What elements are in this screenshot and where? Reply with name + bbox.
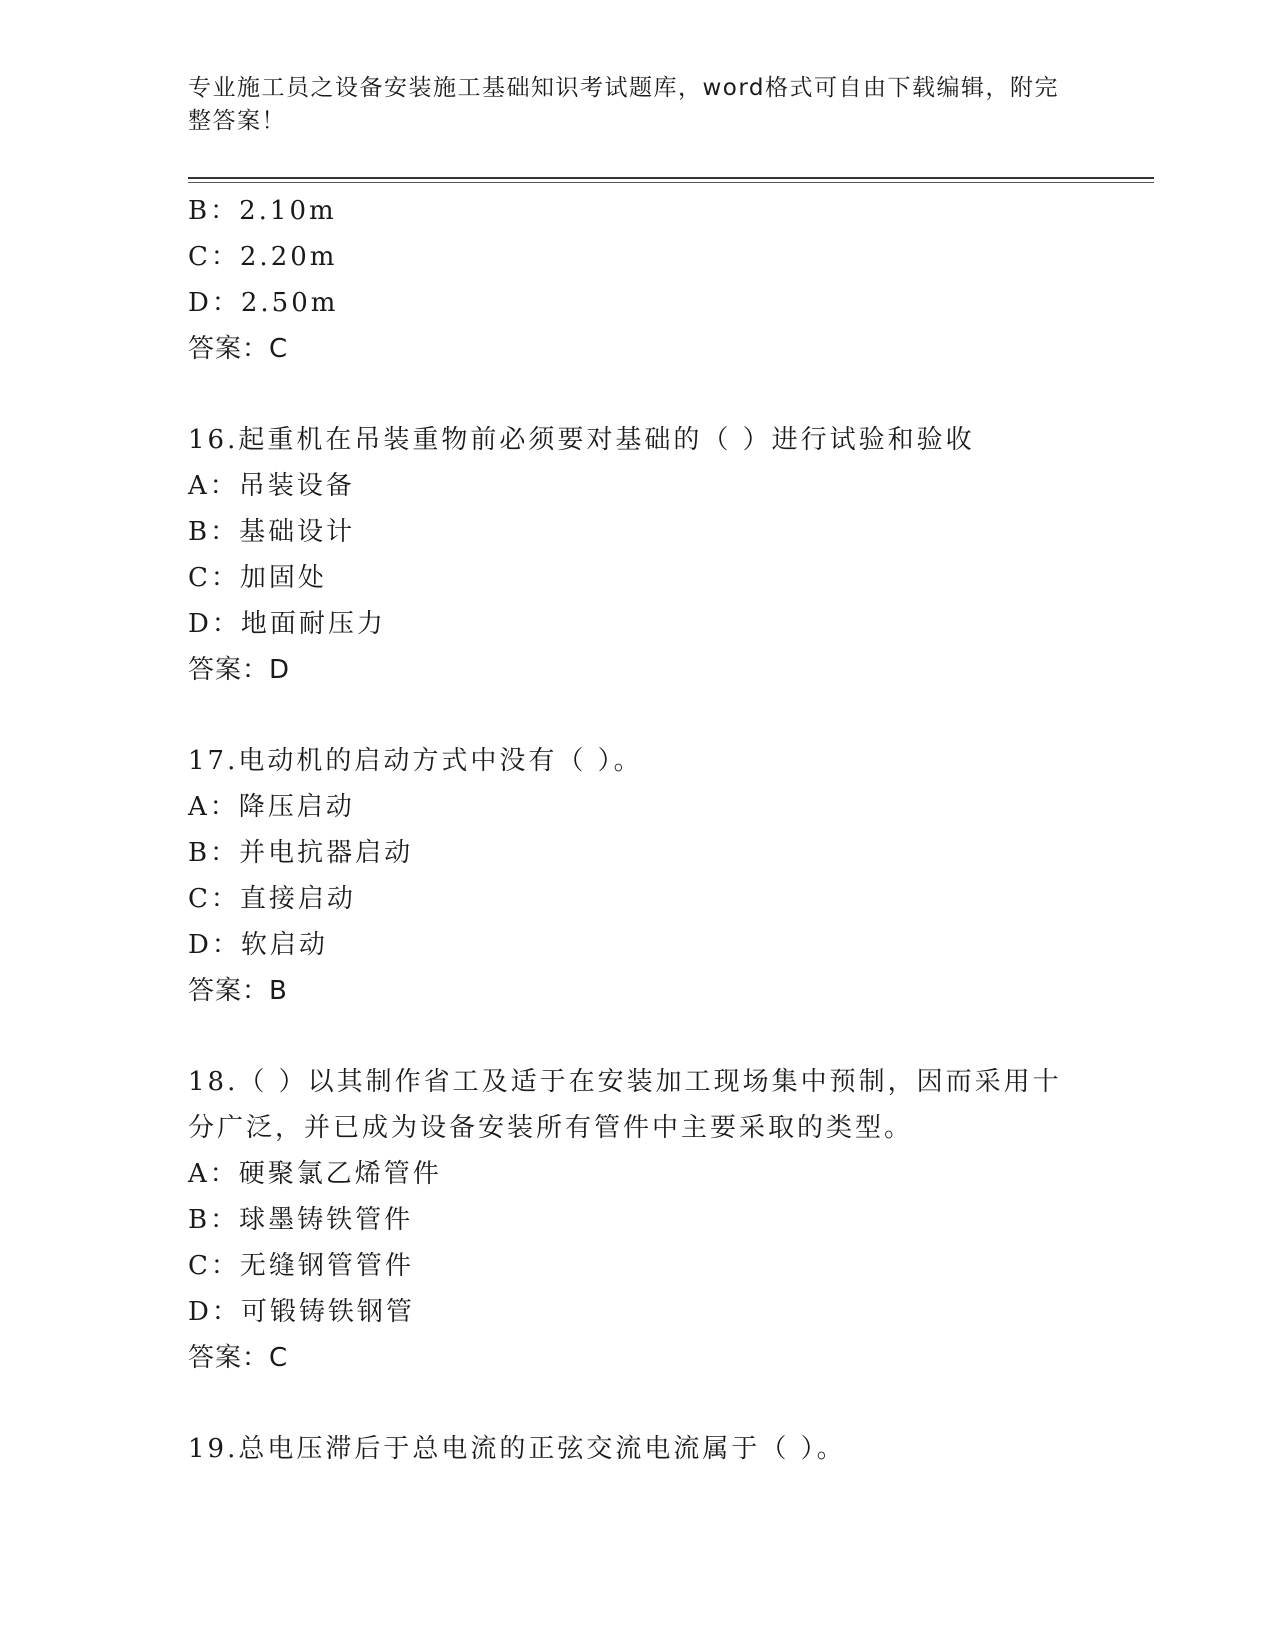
document-header: 专业施工员之设备安装施工基础知识考试题库，word格式可自由下载编辑，附完整答案！ xyxy=(188,75,1060,134)
question-15-continued xyxy=(188,188,1088,372)
option-b: B：2.10m xyxy=(188,196,337,226)
question-19 xyxy=(188,1426,1088,1472)
question-stem: 16.起重机在吊装重物前必须要对基础的（ ）进行试验和验收 xyxy=(188,425,975,455)
option-a: A：降压启动 xyxy=(188,792,355,822)
question-stem-line-2: 分广泛，并已成为设备安装所有管件中主要采取的类型。 xyxy=(188,1113,914,1143)
question-17 xyxy=(188,738,1088,1014)
option-b: B：基础设计 xyxy=(188,517,356,547)
question-18 xyxy=(188,1059,1088,1381)
option-d: D：地面耐压力 xyxy=(188,609,386,639)
option-d: D：2.50m xyxy=(188,288,339,318)
question-stem: 17.电动机的启动方式中没有（ ）。 xyxy=(188,746,643,776)
question-stem: 19.总电压滞后于总电流的正弦交流电流属于（ ）。 xyxy=(188,1434,846,1464)
question-16 xyxy=(188,417,1088,693)
option-a: A：吊装设备 xyxy=(188,471,355,501)
spacer xyxy=(188,372,1088,417)
question-content xyxy=(188,188,1088,1472)
spacer xyxy=(188,1381,1088,1426)
option-c: C：无缝钢管管件 xyxy=(188,1251,414,1281)
spacer xyxy=(188,693,1088,738)
question-stem-line-1: 18.（ ）以其制作省工及适于在安装加工现场集中预制，因而采用十 xyxy=(188,1067,1062,1097)
option-c: C：加固处 xyxy=(188,563,327,593)
option-a: A：硬聚氯乙烯管件 xyxy=(188,1159,442,1189)
header-divider-thin xyxy=(188,182,1154,183)
header-divider-thick xyxy=(188,177,1154,179)
answer-line: 答案：C xyxy=(188,334,289,364)
option-c: C：直接启动 xyxy=(188,884,356,914)
answer-line: 答案：C xyxy=(188,1343,289,1373)
option-c: C：2.20m xyxy=(188,242,338,272)
option-b: B：并电抗器启动 xyxy=(188,838,414,868)
option-b: B：球墨铸铁管件 xyxy=(188,1205,414,1235)
answer-line: 答案：D xyxy=(188,655,291,685)
option-d: D：可锻铸铁钢管 xyxy=(188,1297,415,1327)
spacer xyxy=(188,1014,1088,1059)
option-d: D：软启动 xyxy=(188,930,328,960)
answer-line: 答案：B xyxy=(188,976,288,1006)
